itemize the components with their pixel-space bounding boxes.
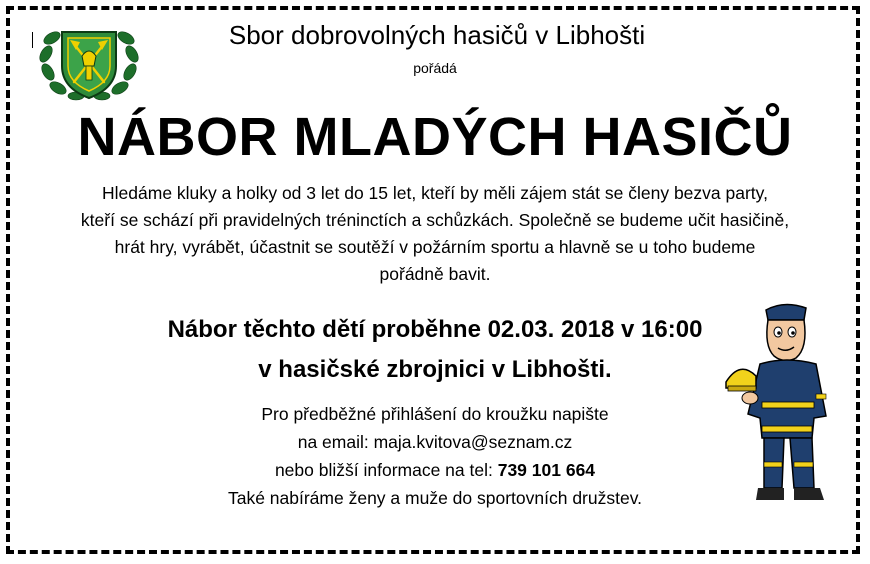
event-date: Nábor těchto dětí proběhne 02.03. 2018 v 16:00 [167,316,703,343]
email-link[interactable]: maja.kvitova@seznam.cz [373,432,573,452]
contact-line: Pro předběžné přihlášení do kroužku napište [261,404,609,424]
intro-line: hrát hry, vyrábět, účastnit se soutěží v požárním sportu a hlavně se u toho budeme [114,237,756,257]
intro-line: pořádně bavit. [379,264,491,284]
presents-label: pořádá [413,60,457,76]
organization-name: Sbor dobrovolných hasičů v Libhošti [228,20,646,50]
intro-line: Hledáme kluky a holky od 3 let do 15 let, kteří by měli zájem stát se členy bezva party, [102,183,768,203]
phone-label: nebo bližší informace na tel: [274,460,498,480]
phone-number: 739 101 664 [497,460,596,480]
contact-line: Také nabíráme ženy a muže do sportovních družstev. [227,488,643,508]
intro-paragraph [20,180,850,288]
firefighter-mascot-icon [722,298,850,512]
intro-line: kteří se schází při pravidelných tréninctích a schůzkách. Společně se budeme učit hasičině, [80,210,790,230]
email-label: na email: [297,432,374,452]
event-location: v hasičské zbrojnici v Libhošti. [258,356,612,383]
page-title: NÁBOR MLADÝCH HASIČŮ [77,107,793,167]
